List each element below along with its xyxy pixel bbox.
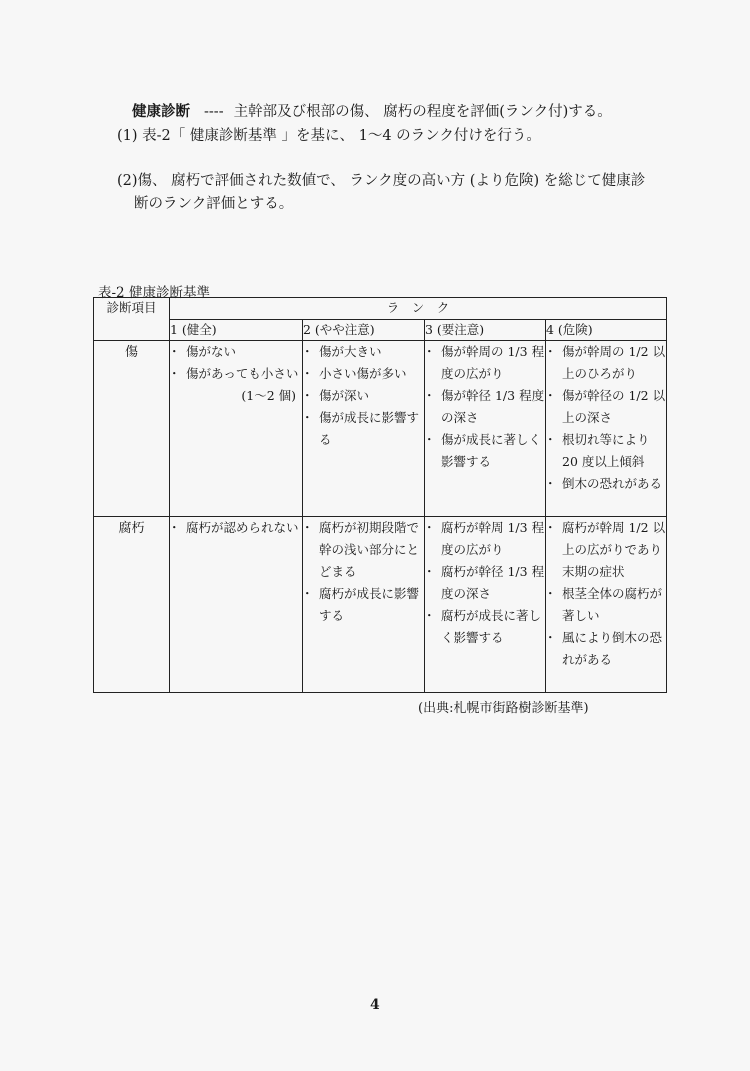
list-item: ・ 傷が幹周の 1/2 以上のひろがり (546, 341, 666, 385)
intro-item-1: (1) 表-2「 健康診断基準 」を基に、 1～4 のランク付けを行う。 (117, 128, 541, 144)
list-item: ・ 傷が大きい (303, 341, 424, 363)
intro-item-2-line-2: 断のランク評価とする。 (134, 196, 294, 212)
intro-heading-line (132, 102, 612, 122)
table-source: (出典:札幌市街路樹診断基準) (418, 701, 589, 716)
list-item: ・ 傷が幹周の 1/3 程度の広がり (425, 341, 545, 385)
decay-rank-3 (425, 517, 546, 693)
list-item: ・ 傷がない (170, 341, 302, 363)
list-item: ・ 傷があっても小さい (170, 363, 302, 385)
list-item: ・ 腐朽が幹周 1/2 以上の広がりであり末期の症状 (546, 517, 666, 583)
row-label-decay: 腐朽 (94, 517, 170, 693)
wound-rank-3 (425, 341, 546, 517)
page-number: 4 (370, 997, 380, 1013)
intro-description: 主幹部及び根部の傷、 腐朽の程度を評価(ランク付)する。 (233, 104, 612, 120)
list-item: ・ 腐朽が成長に影響する (303, 583, 424, 627)
wound-rank-2 (303, 341, 425, 517)
intro-item-2-line-1: (2)傷、 腐朽で評価された数値で、 ランク度の高い方 (より危険) を総じて健康診 (117, 173, 646, 189)
list-item: ・ 傷が成長に著しく影響する (425, 429, 545, 473)
list-item: ・ 腐朽が成長に著しく影響する (425, 605, 545, 649)
wound-rank-4 (546, 341, 667, 517)
table-row-decay (94, 517, 667, 693)
list-item: ・ 根切れ等により 20 度以上傾斜 (546, 429, 666, 473)
list-item: ・ 傷が深い (303, 385, 424, 407)
list-item: ・ 風により倒木の恐れがある (546, 627, 666, 671)
list-item: ・ 傷が幹径の 1/2 以上の深さ (546, 385, 666, 429)
rank-header: ラ ン ク (170, 298, 667, 320)
intro-dash: ---- (204, 104, 224, 120)
list-item: ・ 傷が幹径 1/3 程度の深さ (425, 385, 545, 429)
rank-1-header: 1 (健全) (170, 320, 303, 341)
list-item: ・ 腐朽が初期段階で幹の浅い部分にとどまる (303, 517, 424, 583)
row-label-wound: 傷 (94, 341, 170, 517)
wound-rank-1-note: (1～2 個) (241, 388, 296, 403)
table-caption: 表-2 健康診断基準 (98, 285, 210, 301)
list-item: ・ 腐朽が幹径 1/3 程度の深さ (425, 561, 545, 605)
decay-rank-4 (546, 517, 667, 693)
rank-4-header: 4 (危険) (546, 320, 667, 341)
decay-rank-2 (303, 517, 425, 693)
list-item: ・ 腐朽が認められない (170, 517, 302, 539)
item-header: 診断項目 (94, 298, 170, 341)
list-item: ・ 小さい傷が多い (303, 363, 424, 385)
intro-term: 健康診断 (132, 104, 190, 120)
list-item: ・ 倒木の恐れがある (546, 473, 666, 495)
list-item: ・ 腐朽が幹周 1/3 程度の広がり (425, 517, 545, 561)
rank-3-header: 3 (要注意) (425, 320, 546, 341)
list-item: ・ 根茎全体の腐朽が著しい (546, 583, 666, 627)
table-row-wound (94, 341, 667, 517)
list-item: ・ 傷が成長に影響する (303, 407, 424, 451)
diagnosis-criteria-table (93, 297, 667, 693)
decay-rank-1 (170, 517, 303, 693)
rank-2-header: 2 (やや注意) (303, 320, 425, 341)
wound-rank-1 (170, 341, 303, 517)
